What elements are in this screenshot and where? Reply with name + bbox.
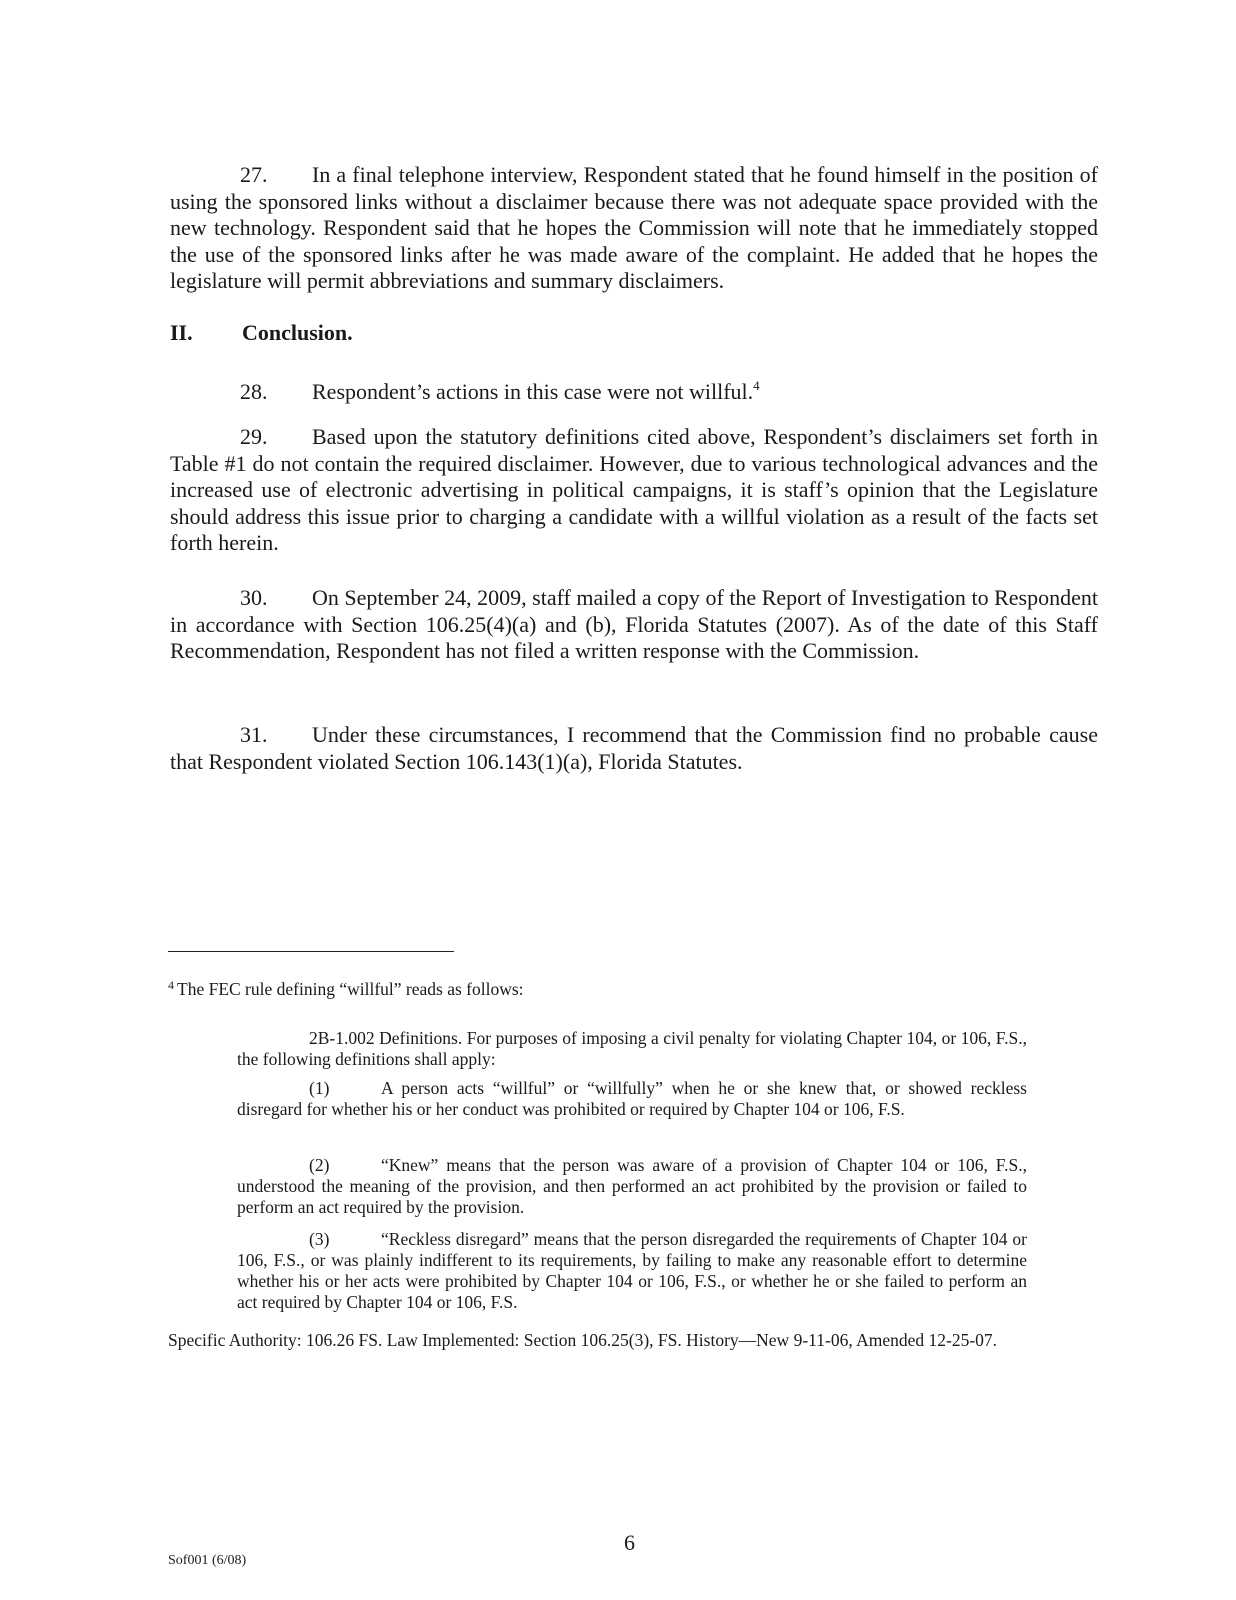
specific-authority: Specific Authority: 106.26 FS. Law Implemented: Section 106.25(3), FS. History—New 9-11-06, Amended 12-25-07. — [168, 1330, 998, 1350]
paragraph-28 — [170, 373, 1098, 406]
definition-text: A person acts “willful” or “willfully” when he or she knew that, or showed reckless disregard for whether his or her conduct was prohibited or required by Chapter 104 or 106, F.S. — [237, 1078, 1027, 1119]
footnote-reference[interactable]: 4 — [753, 378, 760, 393]
footnote-intro-text: The FEC rule defining “willful” reads as follows: — [177, 979, 524, 999]
footnote-number: 4 — [168, 978, 174, 992]
paragraph-number: 30. — [240, 585, 268, 610]
paragraph-text: In a final telephone interview, Respondent stated that he found himself in the position of using the sponsored links without a disclaimer because there was not adequate space provided with the new technology. Respondent said that he hopes the Commission will note that he immediately stopped the use of the sponsored links after he was made aware of the complaint. He added that he hopes the legislature will permit abbreviations and summary disclaimers. — [170, 162, 1098, 293]
paragraph-number: 28. — [240, 379, 268, 404]
section-heading — [170, 320, 353, 346]
definition-3 — [237, 1229, 1027, 1313]
definition-number: (1) — [309, 1078, 330, 1098]
paragraph-number: 31. — [240, 722, 268, 747]
paragraph-30 — [170, 585, 1098, 665]
definition-text: “Reckless disregard” means that the person disregarded the requirements of Chapter 104 or 106, F.S., or was plainly indifferent to its requirements, by failing to make any reasonable effort to determine whether his or her acts were prohibited by Chapter 104 or 106, F.S., or whether he or she failed to perform an act required by Chapter 104 or 106, F.S. — [237, 1229, 1027, 1312]
definition-1 — [237, 1078, 1027, 1120]
paragraph-number: 27. — [240, 162, 268, 187]
section-title: Conclusion. — [242, 320, 353, 345]
paragraph-29 — [170, 424, 1098, 557]
rule-intro — [237, 1028, 1027, 1070]
footnote-intro — [168, 978, 524, 1000]
definition-number: (3) — [309, 1229, 330, 1249]
definition-text: “Knew” means that the person was aware of a provision of Chapter 104 or 106, F.S., understood the meaning of the provision, and then performed an act prohibited by the provision or failed to perform an act required by the provision. — [237, 1155, 1027, 1217]
form-id: Sof001 (6/08) — [168, 1553, 247, 1568]
paragraph-number: 29. — [240, 424, 268, 449]
rule-intro-text: 2B-1.002 Definitions. For purposes of imposing a civil penalty for violating Chapter 104, or 106, F.S., the following definitions shall apply: — [237, 1028, 1027, 1069]
paragraph-31 — [170, 722, 1098, 775]
paragraph-text: Respondent’s actions in this case were not willful. — [312, 379, 754, 404]
section-number: II. — [170, 320, 193, 345]
paragraph-27 — [170, 162, 1098, 295]
page-number: 6 — [624, 1530, 635, 1555]
paragraph-text: Under these circumstances, I recommend that the Commission find no probable cause that Respondent violated Section 106.143(1)(a), Florida Statutes. — [170, 722, 1098, 774]
paragraph-text: Based upon the statutory definitions cited above, Respondent’s disclaimers set forth in Table #1 do not contain the required disclaimer. However, due to various technological advances and the increased use of electronic advertising in political campaigns, it is staff’s opinion that the Legislature should address this issue prior to charging a candidate with a willful violation as a result of the facts set forth herein. — [170, 424, 1098, 555]
definition-number: (2) — [309, 1155, 330, 1175]
paragraph-text: On September 24, 2009, staff mailed a copy of the Report of Investigation to Respondent in accordance with Section 106.25(4)(a) and (b), Florida Statutes (2007). As of the date of this Staff Recommendation, Respondent has not filed a written response with the Commission. — [170, 585, 1098, 663]
definition-2 — [237, 1155, 1027, 1218]
footnote-divider — [168, 951, 454, 952]
